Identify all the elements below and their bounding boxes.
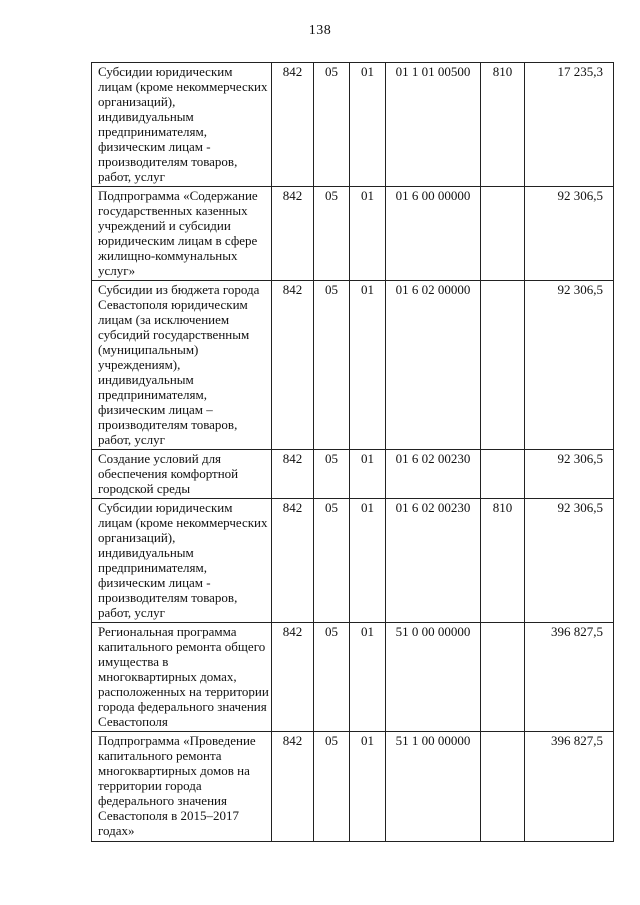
ministry-code: 842 xyxy=(272,187,314,281)
row-name: Подпрограмма «Содержание государственных казенных учреждений и субсидии юридическим лицам в сфере жилищно-коммунальных услуг» xyxy=(92,187,272,281)
target-article-code: 51 0 00 00000 xyxy=(386,623,481,732)
amount: 396 827,5 xyxy=(525,732,614,842)
section-code: 05 xyxy=(314,450,350,499)
section-code: 05 xyxy=(314,499,350,623)
ministry-code: 842 xyxy=(272,281,314,450)
table-row xyxy=(92,63,614,187)
subsection-code: 01 xyxy=(350,623,386,732)
expense-type-code xyxy=(481,623,525,732)
expense-type-code xyxy=(481,450,525,499)
row-name: Создание условий для обеспечения комфортной городской среды xyxy=(92,450,272,499)
expense-type-code: 810 xyxy=(481,63,525,187)
table-row xyxy=(92,499,614,623)
table-row xyxy=(92,450,614,499)
row-name: Субсидии юридическим лицам (кроме некоммерческих организаций), индивидуальным предпринимателям, физическим лицам - производителям товаров, работ, услуг xyxy=(92,63,272,187)
ministry-code: 842 xyxy=(272,450,314,499)
subsection-code: 01 xyxy=(350,450,386,499)
table-row xyxy=(92,187,614,281)
amount: 396 827,5 xyxy=(525,623,614,732)
expense-type-code: 810 xyxy=(481,499,525,623)
amount: 92 306,5 xyxy=(525,499,614,623)
subsection-code: 01 xyxy=(350,281,386,450)
section-code: 05 xyxy=(314,732,350,842)
row-name: Региональная программа капитального ремонта общего имущества в многоквартирных домах, расположенных на территории города федерального значения Севастополя xyxy=(92,623,272,732)
subsection-code: 01 xyxy=(350,63,386,187)
table-row xyxy=(92,623,614,732)
ministry-code: 842 xyxy=(272,623,314,732)
subsection-code: 01 xyxy=(350,732,386,842)
amount: 92 306,5 xyxy=(525,187,614,281)
target-article-code: 01 1 01 00500 xyxy=(386,63,481,187)
budget-table xyxy=(91,62,614,842)
expense-type-code xyxy=(481,187,525,281)
section-code: 05 xyxy=(314,281,350,450)
ministry-code: 842 xyxy=(272,499,314,623)
expense-type-code xyxy=(481,732,525,842)
section-code: 05 xyxy=(314,187,350,281)
ministry-code: 842 xyxy=(272,63,314,187)
row-name: Субсидии юридическим лицам (кроме некоммерческих организаций), индивидуальным предпринимателям, физическим лицам - производителям товаров, работ, услуг xyxy=(92,499,272,623)
subsection-code: 01 xyxy=(350,499,386,623)
target-article-code: 51 1 00 00000 xyxy=(386,732,481,842)
section-code: 05 xyxy=(314,623,350,732)
amount: 92 306,5 xyxy=(525,450,614,499)
ministry-code: 842 xyxy=(272,732,314,842)
target-article-code: 01 6 02 00230 xyxy=(386,450,481,499)
table-row xyxy=(92,281,614,450)
target-article-code: 01 6 00 00000 xyxy=(386,187,481,281)
subsection-code: 01 xyxy=(350,187,386,281)
target-article-code: 01 6 02 00230 xyxy=(386,499,481,623)
page-number: 138 xyxy=(308,23,332,38)
row-name: Субсидии из бюджета города Севастополя юридическим лицам (за исключением субсидий государственным (муниципальным) учреждениям), индивидуальным предпринимателям, физическим лицам – производителям товаров, работ, услуг xyxy=(92,281,272,450)
table-row xyxy=(92,732,614,842)
target-article-code: 01 6 02 00000 xyxy=(386,281,481,450)
amount: 92 306,5 xyxy=(525,281,614,450)
expense-type-code xyxy=(481,281,525,450)
section-code: 05 xyxy=(314,63,350,187)
row-name: Подпрограмма «Проведение капитального ремонта многоквартирных домов на территории города федерального значения Севастополя в 2015–2017 годах» xyxy=(92,732,272,842)
amount: 17 235,3 xyxy=(525,63,614,187)
